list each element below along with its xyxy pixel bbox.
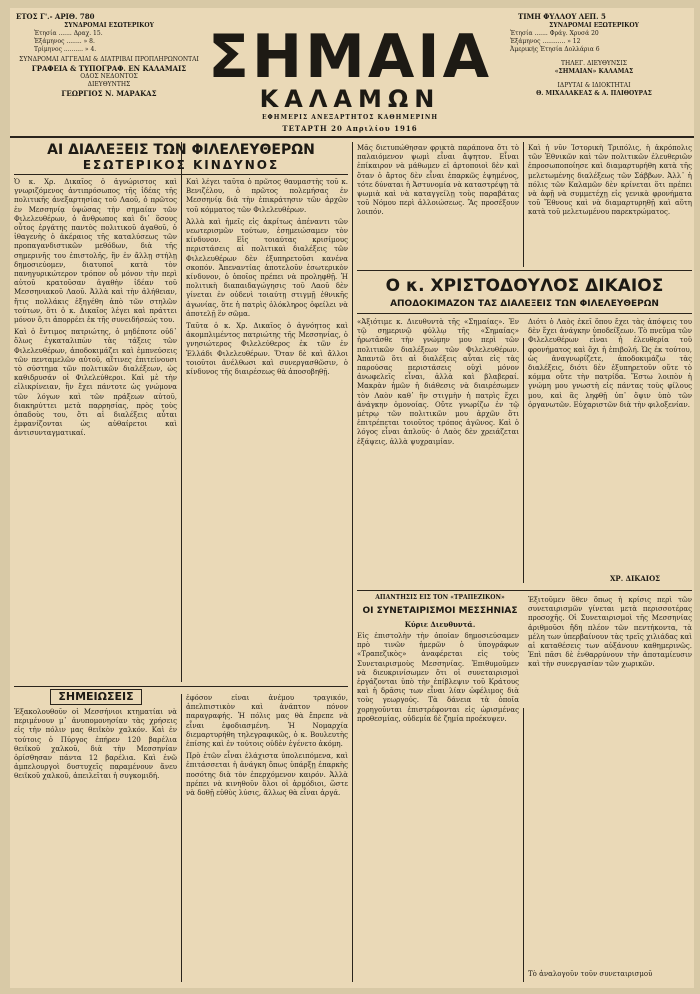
reply-salutation: Κύριε Διευθυντά. [404, 620, 476, 629]
section-rule [357, 270, 692, 271]
paragraph: Ὁ κ. Χρ. Δικαῖος ὁ ἀγνώριστος καὶ γνωριζόμενος ἀντιπρόσωπος τῆς ἰδέας τῆς πολιτικῆς ἀνεξαρτησίας τοῦ Λαοῦ, ὁ πρῶτος ἐν Μεσσηνίᾳ ὑψώσας τὴν σημαίαν τῶν Φιλελευθέρων, ὁ ἄνθρωπος καὶ δι᾽ ὅσους οὗτος ἐργάτης παντὸς πολιτικοῦ ἀγαθοῦ, ὁ ἰθαγενὴς ὁ ἀκέραιος τῆς καταλύσεως τῶν προπαγανδιστικῶν μεθόδων, διὰ τῆς σημερινῆς του ἐπιστολῆς, ἣν ἐν ἄλλῃ στήλῃ δημοσιεύομεν, διατυποῖ κατὰ τὸν πανηγυρικώτερον τρόπον οὗ μόνον τὴν περὶ αὐτοῦ κρατοῦσαν ἀγαθὴν ἰδέαν τοῦ Μεσσηνιακοῦ Λαοῦ. Ἀλλὰ καὶ τὴν ἀλήθειαν, ἥτις πολλάκις ἐξηγέθη ἀπὸ τῶν στηλῶν τούτων, ὅτι ὁ κ. Δικαῖος λέγει καὶ πράττει μόνον ὅ,τι ἀπορρέει ἐκ τῆς συνειδήσεώς του. [14, 178, 177, 325]
issue-price: ΤΙΜΗ ΦΥΛΛΟΥ ΛΕΠ. 5 [518, 12, 606, 21]
domestic-row: Ἑξάμηνος ........ » 8. [34, 38, 95, 45]
reply-label: ΑΠΑΝΤΗΣΙΣ ΕΙΣ ΤΟΝ «ΤΡΑΠΕΖΙΚΟΝ» [375, 594, 505, 601]
paragraph: Καὶ ἡ νῦν Ἰστορικὴ Τριπόλις, ἡ ἀκρόπολις τῶν Ἐθνικῶν καὶ τῶν πολιτικῶν ἐλευθεριῶν ἐπροσωποποίησε καὶ διαμαρτυρήθη κατὰ τῆς μελετωμένης διαλέξεως τῶν Σάββων. Ἀλλ᾽ ἡ πόλις τῶν Καλαμῶν δὲν κρίνεται ὅτι πρέπει νὰ ἀφῇ νὰ συμμετέχῃ εἰς γενικὰ φρονήματα τοῦ Ἔθνους καὶ νὰ διαμαρτυρηθῇ καὶ αὕτη κατὰ τοῦ μελετωμένου παρεκτρώματος. [528, 144, 692, 217]
founders-label: ΙΔΡΥΤΑΙ & ΙΔΙΟΚΤΗΤΑΙ [557, 82, 631, 89]
editor-name: ΓΕΩΡΓΙΟΣ Ν. ΜΑΡΑΚΑΣ [61, 89, 157, 98]
domestic-heading: ΣΥΝΔΡΟΜΑΙ ΕΣΩΤΕΡΙΚΟΥ [64, 22, 154, 29]
issue-number: ΕΤΟΣ Γ'.- ΑΡΙΘ. 780 [16, 12, 95, 21]
masthead-title: ΣΗΜΑΙΑ [207, 22, 493, 92]
paragraph: Μᾶς διετυπώθησαν φρικτὰ παράπονα ὅτι τὸ παλαιόμενον ψωμὶ εἶναι ἄψητον. Εἶναι ἐπίκαιρον νὰ μάθωμεν εἰ ἀρτοποιοὶ δὲν καὶ ὅταν ὁ ἄρτος δὲν εἶναι ἐπαρκῶς ἐψημένος, τότε δύναται ἡ Ἀστυνομία νὰ καταστρέψῃ τὰ ψωμιὰ καὶ νὰ καταγγείλῃ τοὺς παραβάτας τοῦ Νόμου περὶ ἀλλοιώσεως. Ἂς προσέξουν λοιπόν. [357, 144, 519, 217]
paragraph: Καὶ λέγει ταῦτα ὁ πρῶτος θαυμαστὴς τοῦ κ. Βενιζέλου, ὁ πρῶτος πολεμήσας ἐν Μεσσηνίᾳ διὰ τὴν ἐπικράτησιν τῶν ἀρχῶν τοῦ κόμματος τῶν Φιλελευθέρων. [186, 178, 348, 214]
street: ΟΔΟΣ ΝΕΔΟΝΤΟΣ [80, 73, 138, 80]
paragraph: Διότι ὁ Λαὸς ἐκεῖ ὅπου ἔχει τὰς ἀπόψεις του δὲν ἔχει ἀνάγκην ὑποδείξεων. Τὸ πνεῦμα τῶν Φιλελευθέρων εἶναι ἡ ἐλευθερία τοῦ φρονήματος καὶ ὄχι ἡ ἐπιβολή. Ὡς ἐκ τούτου, ὡς ἀναγνωρίζετε, ἀποδοκιμάζω τὰς διαλέξεις, διότι δὲν ἐξυπηρετοῦν οὔτε τὸ κόμμα οὔτε τὴν πατρίδα. Ἔστω λοιπὸν ἡ γνώμη μου γνωστὴ εἰς πάντας τοὺς φίλους μου, καὶ ἂς ληφθῇ ὑπ᾽ ὄψιν ὑπὸ τῶν ὀργανωτῶν. Εὐχαριστῶν διὰ τὴν φιλοξενίαν. [528, 318, 692, 409]
article2-headline: Ο κ. ΧΡΙΣΤΟΔΟΥΛΟΣ ΔΙΚΑΙΟΣ [385, 276, 664, 296]
paragraph: Εἰς ἐπιστολὴν τὴν ὁποίαν δημοσιεύσαμεν πρὸ τινῶν ἡμερῶν ὁ ὑπογράφων «Τραπεζικὸς» ἀναφέρεται εἰς τοὺς Συνεταιρισμοὺς Μεσσηνίας. Ἐπιθυμοῦμεν νὰ διευκρινίσωμεν ὅτι οἱ συνεταιρισμοὶ ἐργάζονται ὑπὸ τὴν ἐπίβλεψιν τοῦ Κράτους καὶ ἡ δρᾶσις των εἶναι λίαν ὠφέλιμος διὰ τοὺς γεωργούς. Τὰ δάνεια τὰ ὁποῖα χορηγοῦνται ἐπιστρέφονται εἰς ὡρισμένας προθεσμίας, οὐδεμία δὲ ζημία προέκυψεν. [357, 632, 519, 723]
reply-headline: ΟΙ ΣΥΝΕΤΑΙΡΙΣΜΟΙ ΜΕΣΣΗΝΙΑΣ [362, 606, 518, 616]
article-subhead: ΕΣΩΤΕΡΙΚΟΣ ΚΙΝΔΥΝΟΣ [82, 158, 280, 172]
paragraph: Πρὸ ἐτῶν εἶναι ἐλάχιστα ὑπολειπόμενα, καὶ ἐπιτάσσεται ἡ ἀνάγκη ὅπως ὑπάρξῃ ἐπαρκὴς ποσότης διὰ τὸν ἐπερχόμενον καιρόν. Ἀλλὰ πρέπει νὰ κινηθοῦν ὅλοι οἱ ἁρμόδιοι, ὥστε νὰ δοθῇ εὐθὺς λύσις, ἄλλως θὰ εἶναι ἀργά. [186, 752, 348, 798]
founders: Θ. ΜΙΧΑΛΑΚΕΑΣ & Α. ΠΛΙΘΟΥΡΑΣ [536, 90, 652, 97]
domestic-subscription-box [14, 22, 204, 98]
notes-column-2 [186, 694, 348, 980]
office-address: ΓΡΑΦΕΙΑ & ΤΥΠΟΓΡΑΦ. ΕΝ ΚΑΛΑΜΑΙΣ [31, 64, 187, 73]
article2-column-2 [528, 318, 692, 570]
column-rule [181, 142, 182, 682]
article-headline: ΑΙ ΔΙΑΛΕΞΕΙΣ ΤΩΝ ΦΙΛΕΛΕΥΘΕΡΩΝ [47, 142, 315, 158]
paragraph: Ἀλλὰ καὶ ἡμεῖς εἰς ἀκρίτως ἀπέναντι τῶν νεωτερισμῶν τούτων, ἐσημειώσαμεν τὸν κίνδυνον. Εἰς τοιαύτας κρισίμους περιστάσεις αἱ πολιτικαὶ διαλέξεις τῶν Φιλελευθέρων δὲν ἐξυπηρετοῦσι κανένα σκοπόν. Ἀπεναντίας ἀποτελοῦν ἐσωτερικὸν κίνδυνον, ὁ ὁποῖος πρέπει νὰ προληφθῇ. Ἡ πολιτικὴ διαπαιδαγώγησις τοῦ Λαοῦ δὲν γίνεται ἐν οὐδενὶ τοιαύτῃ στιγμῇ ἐθνικῆς ἀγωνίας, ὅτε ἡ πατρὶς ὁλόκληρος ὀφείλει νὰ ἀποτελῇ ἓν σῶμα. [186, 217, 348, 318]
section-rule [14, 686, 348, 687]
bread-note [357, 144, 519, 268]
newspaper-page [10, 8, 694, 988]
foreign-row: Ἐτησία ....... Φράγ. Χρυσά 20 [510, 30, 599, 37]
masthead-tagline: ΕΦΗΜΕΡΙΣ ΑΝΕΞΑΡΤΗΤΟΣ ΚΑΘΗΜΕΡΙΝΗ [261, 114, 439, 121]
reply-closing: Τὸ ἀναλογοῦν τοῦν συνεταιρισμοῦ [528, 970, 653, 978]
paragraph: «Ἀξιότιμε κ. Διευθυντὰ τῆς «Σημαίας». Ἐν τῷ σημερινῷ φύλλῳ τῆς «Σημαίας» ἠρωτᾶσθε τὴν γνώμην μου περὶ τῶν πολιτικῶν διαλέξεων τῶν Φιλελευθέρων. Ἀπαντῶ ὅτι αἱ διαλέξεις αὗται εἰς τὰς παρούσας περιστάσεις οὐχὶ μόνον ἀνωφελεῖς εἶναι, ἀλλὰ καὶ βλαβεραί. Μακρὰν ἡμῶν ἡ διάθεσις νὰ διαιρέσωμεν τὸν Λαὸν καθ᾽ ἣν στιγμὴν ἡ πατρὶς ἔχει ἀνάγκην ὁμονοίας. Οὔτε γνωρίζω ἐν τῷ μέτρῳ τῶν πολιτικῶν μου ἀρχῶν ὅτι ἐπιτρέπεται τοιοῦτος τρόπος ἀγῶνος. Καὶ ὁ λόγος εἶναι ἁπλοῦς· ὁ Λαὸς δὲν χρειάζεται ἐξάψεις, ἀλλὰ ψυχραιμίαν. [357, 318, 519, 446]
foreign-row: Ἑξάμηνος ............ » 12 [510, 38, 581, 45]
section-rule [357, 590, 692, 591]
foreign-subscription-box [496, 22, 692, 98]
notes-headline: ΣΗΜΕΙΩΣΕΙΣ [50, 689, 142, 705]
ads-notice: ΣΥΝΔΡΟΜΑΙ ΑΓΓΕΛΙΑΙ & ΔΙΑΤΡΙΒΑΙ ΠΡΟΠΛΗΡΩΝΟΝΤΑΙ [19, 56, 199, 63]
telegraph-label: ΤΗΛΕΓ. ΔΙΕΥΘΥΝΣΙΣ [561, 60, 627, 67]
article1-column-2 [186, 178, 348, 682]
column-rule [181, 694, 182, 982]
masthead-rule [10, 136, 694, 138]
paragraph: Ἐξακολουθοῦν οἱ Μεσσήνιοι κτηματίαι νὰ περιμένουν μ᾽ ἀνυπομονησίαν τὰς χρήσεις εἰς τὴν πόλιν μας θειϊκὸν χαλκόν. Καὶ ἐν τούτοις ὁ Πύργος ἐπήρεν 120 βαρέλια θειϊκοῦ χαλκοῦ, διὰ τὴν Μεσσηνίαν ὀρίσθησαν πάντα 12 βαρέλια. Καὶ ἐνῶ ἀμπελουργοὶ δυστυχεῖς παραμένουν ἄνευ θειϊκοῦ χαλκοῦ, ἀπειλεῖται ἡ συγκομιδή. [14, 708, 177, 781]
paragraph: Ἐξιτοῦμεν ὅθεν ὅπως ἡ κρίσις περὶ τῶν συνεταιρισμῶν γίνεται μετὰ περισσοτέρας προσοχῆς. Οἱ Συνεταιρισμοὶ τῆς Μεσσηνίας ἀριθμοῦσι ἤδη πλέον τῶν πεντήκοντα, τὰ μέλη των ὑπερβαίνουν τὰς τρεῖς χιλιάδας καὶ αἱ καταθέσεις των αὐξάνουν καθημερινῶς. Ἐπὶ πᾶσι δὲ ἐνθαρρύνουν τὴν ἀποταμίευσιν καὶ τὴν συνεργασίαν τῶν χωρικῶν. [528, 596, 692, 669]
editor-label: ΔΙΕΥΘΥΝΤΗΣ [87, 81, 131, 88]
article1-column-1 [14, 178, 177, 682]
tripoli-note [528, 144, 692, 268]
article2-subhead: ΑΠΟΔΟΚΙΜΑΖΟΝ ΤΑΣ ΔΙΑΛΕΞΕΙΣ ΤΩΝ ΦΙΛΕΛΕΥΘΕΡΩΝ [390, 299, 659, 309]
paragraph: Ταῦτα ὁ κ. Χρ. Δικαῖος ὁ ἀγνόητος καὶ ἀκομπλιμέντος πατριώτης τῆς Μεσσηνίας, ὁ γνησιώτερος Φιλελεύθερος ἐκ τῶν ἐν Ἑλλάδι Φιλελευθέρων. Ὅταν δὲ καὶ ἄλλοι τοιοῦτοι ἀνέλθωσι καὶ συνεργασθῶσιν, ὁ κίνδυνος τῆς διαιρέσεως θὰ ἀποσοβηθῇ. [186, 322, 348, 377]
reply-column-2 [528, 596, 692, 966]
paragraph: Καὶ ὁ ἔντιμος πατριώτης, ὁ μηδέποτε οὐδ᾽ ὅλως ἐγκαταλιπὼν τὰς τάξεις τῶν Φιλελευθέρων, ἀποδοκιμάζει καὶ ἐμπνεύσεις τῶν πενταμελῶν αὐτοῦ, αἵτινες ἐπιτείνουσι τὸ σύστημα τῶν πολιτικῶν διαλέξεων, ὡς καθιδρυσάν οἱ Φιλελεύθεροι. Καὶ μὲ τὴν εἰλικρίνειαν, ἣν ἔχει πάντοτε ὡς γνώμονα τῶν λόγων καὶ τῶν πράξεων αὐτοῦ, διακηρύττει μετὰ παρρησίας, πρὸς τοὺς ὁπαδοὺς του, ὅτι αἱ διαλέξεις αὗται ἐμφανίζονται ὡς αὐθαίρετοι καὶ ἀντισυνταγματικαί. [14, 328, 177, 438]
paragraph: ἐφόσον εἶναι ἀνέμου τραγικόν, ἀπελπιστικὸν καὶ ἀνάπτον πόνον παραγραφής. Ἡ πόλις μας θὰ ἔπρεπε νὰ εἶναι ἐφοδιασμένη. Ἡ Νομαρχία διεμαρτυρήθη τηλεγραφικῶς, ὁ κ. Βουλευτὴς ἐπίσης καὶ ἐν τούτοις οὐδὲν ἐγένετο ἀκόμη. [186, 694, 348, 749]
column-rule [523, 708, 524, 982]
headline-rule [357, 313, 692, 314]
column-rule [352, 142, 353, 982]
headline-rule [14, 174, 348, 175]
foreign-row: Ἀμερικής Ἐτησία Δολλάρια 6 [510, 46, 600, 53]
masthead-subtitle: ΚΑΛΑΜΩΝ [259, 85, 441, 113]
foreign-heading: ΣΥΝΔΡΟΜΑΙ ΕΞΩΤΕΡΙΚΟΥ [549, 22, 639, 29]
notes-column-1 [14, 708, 177, 980]
telegraph-address: «ΣΗΜΑΙΑΝ» ΚΑΛΑΜΑΣ [554, 68, 634, 75]
domestic-row: Τρίμηνος .......... » 4. [34, 46, 97, 53]
article2-signature: ΧΡ. ΔΙΚΑΙΟΣ [610, 574, 661, 583]
reply-column-1 [357, 632, 519, 982]
column-rule [523, 142, 524, 267]
column-rule [523, 338, 524, 583]
domestic-row: Ἐτησία ....... Δραχ. 15. [34, 30, 103, 37]
issue-date: ΤΕΤΑΡΤΗ 20 Απριλίου 1916 [282, 124, 418, 133]
article2-column-1 [357, 318, 519, 584]
